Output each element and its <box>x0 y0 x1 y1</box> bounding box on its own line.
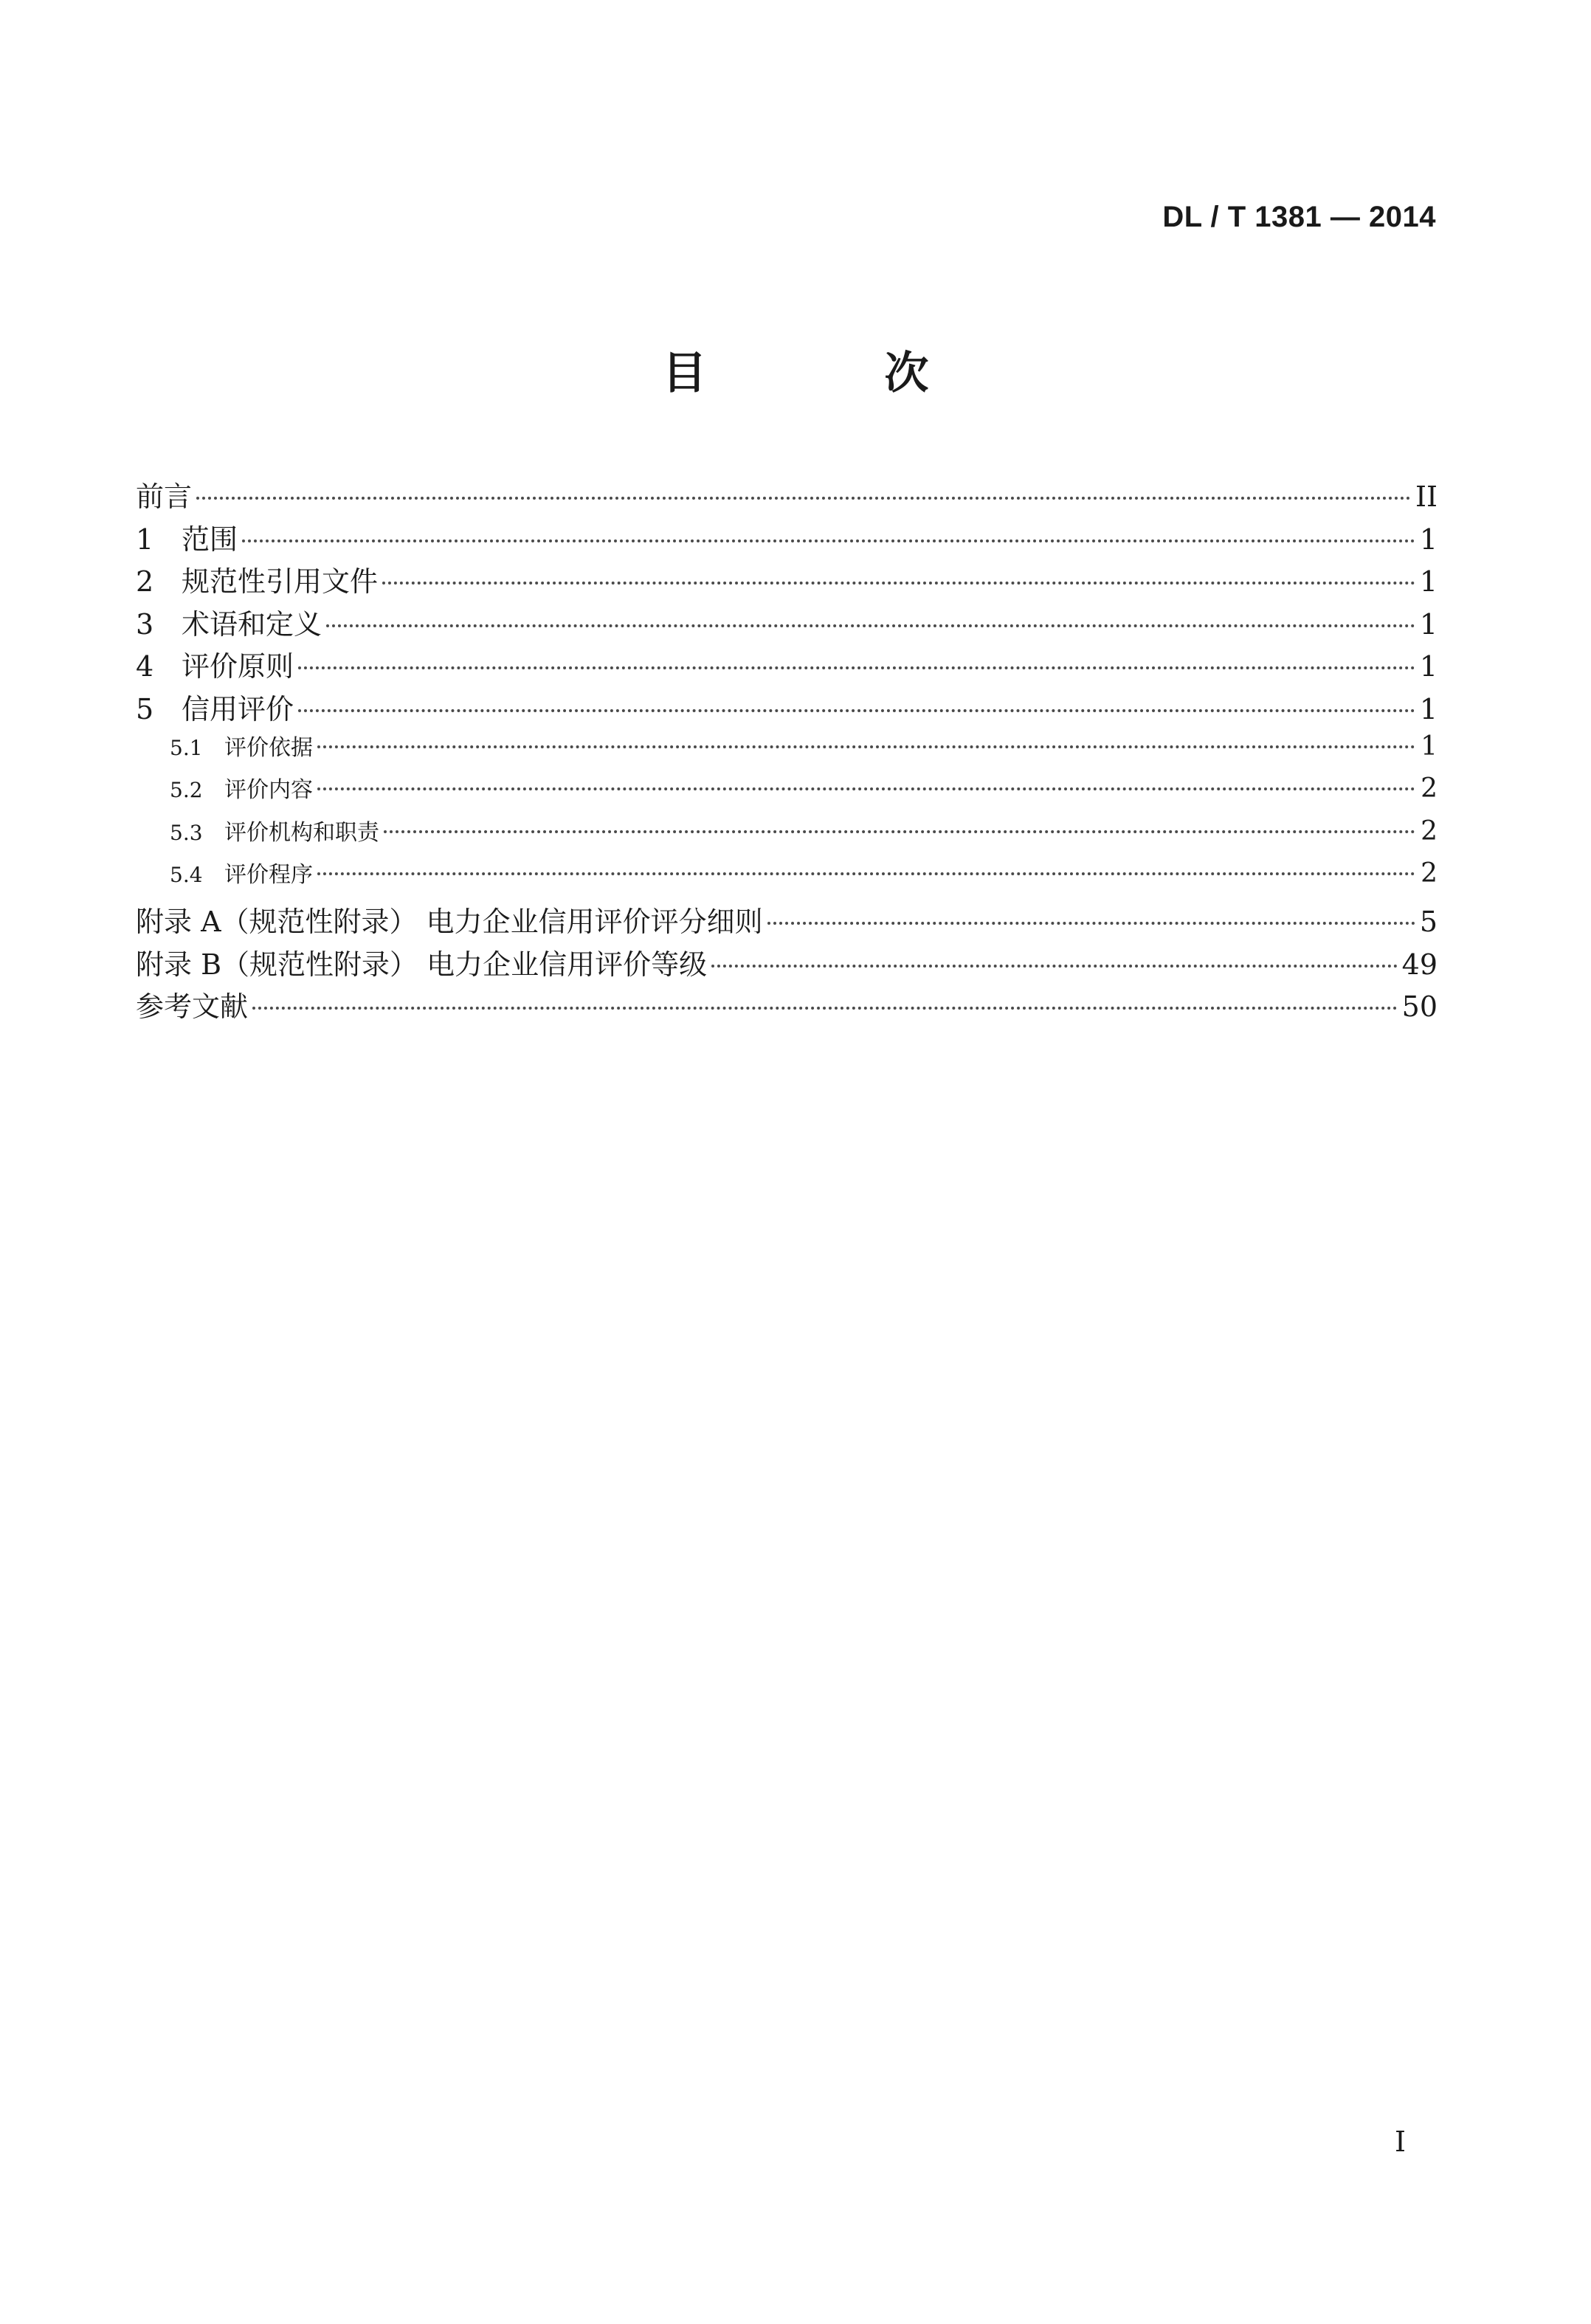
toc-entry-references[interactable] <box>136 984 1438 1027</box>
toc-entry-5-3[interactable] <box>136 814 1438 857</box>
dot-leader <box>317 745 1415 748</box>
toc-entry-page: 2 <box>1421 858 1438 889</box>
toc-entry-label: 附录 A（规范性附录） 电力企业信用评价评分细则 <box>136 905 763 938</box>
toc-entry-label: 参考文献 <box>136 990 249 1024</box>
dot-leader <box>242 539 1415 542</box>
toc-entry-page: 2 <box>1421 773 1438 804</box>
dot-leader <box>298 666 1415 669</box>
dot-leader <box>326 624 1415 627</box>
toc-entry-page: 49 <box>1401 948 1438 981</box>
toc-entry-label: 信用评价 <box>182 692 294 725</box>
toc-entry-label: 评价内容 <box>224 777 313 804</box>
toc-entry-label: 规范性引用文件 <box>182 565 379 599</box>
table-of-contents <box>136 474 1438 1027</box>
toc-entry-number: 3 <box>136 607 154 641</box>
toc-entry-label: 范围 <box>182 523 238 556</box>
toc-entry-page: 5 <box>1419 905 1438 938</box>
dot-leader <box>382 582 1415 585</box>
dot-leader <box>384 830 1415 833</box>
toc-entry-number: 1 <box>136 523 154 556</box>
toc-entry-foreword[interactable] <box>136 474 1438 517</box>
toc-entry-page: II <box>1415 480 1438 513</box>
dot-leader <box>252 1007 1398 1010</box>
dot-leader <box>767 922 1415 925</box>
toc-entry-1[interactable] <box>136 517 1438 559</box>
toc-entry-5[interactable] <box>136 686 1438 729</box>
toc-entry-page: 1 <box>1419 565 1438 599</box>
toc-entry-page: 1 <box>1419 607 1438 641</box>
toc-entry-appendix-b[interactable] <box>136 942 1438 985</box>
toc-entry-label: 评价程序 <box>224 862 313 889</box>
toc-entry-number: 2 <box>136 565 154 599</box>
standard-code: DL / T 1381 — 2014 <box>1162 201 1436 233</box>
page-number: I <box>1395 2125 1407 2158</box>
toc-entry-5-2[interactable] <box>136 771 1438 814</box>
toc-entry-label: 评价原则 <box>182 650 294 683</box>
toc-entry-number: 4 <box>136 650 154 683</box>
toc-entry-page: 50 <box>1401 990 1438 1024</box>
toc-entry-page: 1 <box>1419 650 1438 683</box>
toc-entry-5-1[interactable] <box>136 729 1438 772</box>
toc-entry-3[interactable] <box>136 601 1438 644</box>
toc-entry-number: 5.3 <box>170 820 203 845</box>
toc-entry-page: 1 <box>1421 731 1438 762</box>
toc-entry-appendix-a[interactable] <box>136 899 1438 942</box>
dot-leader <box>317 872 1415 875</box>
dot-leader <box>711 965 1398 968</box>
toc-entry-4[interactable] <box>136 644 1438 686</box>
toc-entry-number: 5.1 <box>170 735 203 760</box>
toc-entry-page: 1 <box>1419 692 1438 725</box>
toc-entry-2[interactable] <box>136 559 1438 601</box>
toc-entry-number: 5.4 <box>170 863 203 888</box>
toc-entry-label: 附录 B（规范性附录） 电力企业信用评价等级 <box>136 948 708 981</box>
toc-title: 目 次 <box>662 348 1010 399</box>
dot-leader <box>196 497 1411 500</box>
toc-entry-number: 5.2 <box>170 778 203 803</box>
toc-entry-label: 术语和定义 <box>182 607 322 641</box>
toc-entry-page: 1 <box>1419 523 1438 556</box>
dot-leader <box>298 709 1415 712</box>
toc-entry-page: 2 <box>1421 816 1438 846</box>
toc-entry-5-4[interactable] <box>136 856 1438 899</box>
toc-entry-label: 评价机构和职责 <box>224 819 379 846</box>
dot-leader <box>317 787 1415 790</box>
toc-entry-label: 前言 <box>136 480 193 513</box>
toc-entry-number: 5 <box>136 692 154 725</box>
toc-entry-label: 评价依据 <box>224 734 313 761</box>
